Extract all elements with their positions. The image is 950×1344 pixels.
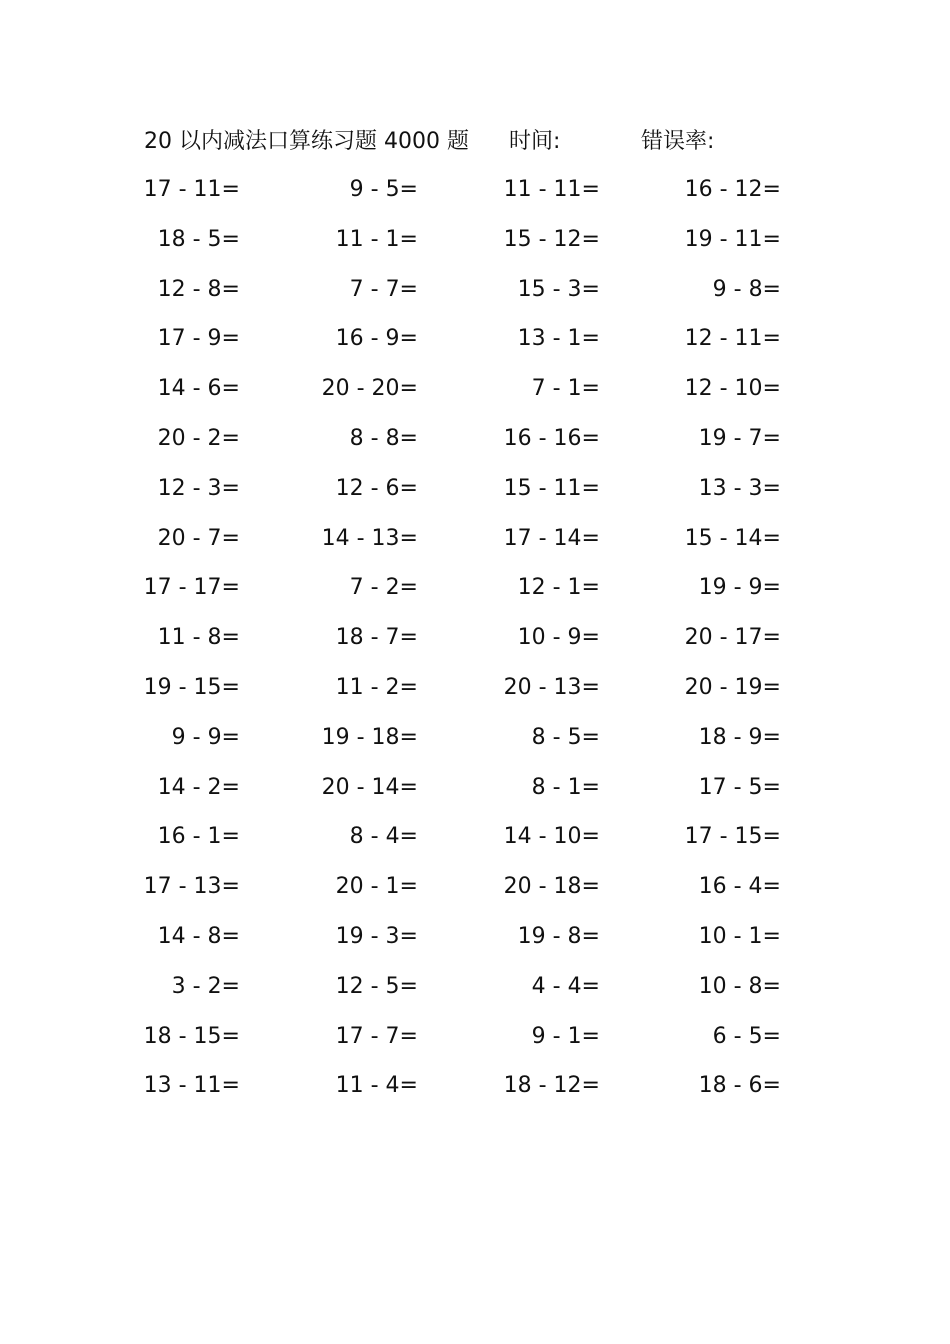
- problem-r2-c3: 15 - 12=: [503, 227, 600, 252]
- problem-r16-c3: 19 - 8=: [517, 924, 600, 949]
- problem-r6-c2: 8 - 8=: [349, 426, 418, 451]
- error-rate-label: 错误率:: [641, 129, 715, 154]
- problem-r17-c3: 4 - 4=: [531, 974, 600, 999]
- problem-r15-c3: 20 - 18=: [503, 874, 600, 899]
- problem-r15-c1: 17 - 13=: [143, 874, 240, 899]
- problem-r19-c2: 11 - 4=: [335, 1073, 418, 1098]
- problem-r9-c1: 17 - 17=: [143, 575, 240, 600]
- problem-r19-c3: 18 - 12=: [503, 1073, 600, 1098]
- problem-r3-c4: 9 - 8=: [712, 277, 781, 302]
- problem-r1-c3: 11 - 11=: [503, 177, 600, 202]
- problem-r19-c4: 18 - 6=: [698, 1073, 781, 1098]
- problem-r18-c1: 18 - 15=: [143, 1024, 240, 1049]
- problem-r7-c2: 12 - 6=: [335, 476, 418, 501]
- problem-r2-c1: 18 - 5=: [157, 227, 240, 252]
- problem-r8-c4: 15 - 14=: [684, 526, 781, 551]
- problem-r14-c2: 8 - 4=: [349, 824, 418, 849]
- problem-r7-c3: 15 - 11=: [503, 476, 600, 501]
- problem-r10-c3: 10 - 9=: [517, 625, 600, 650]
- problem-r6-c4: 19 - 7=: [698, 426, 781, 451]
- problem-r13-c4: 17 - 5=: [698, 775, 781, 800]
- problem-r16-c2: 19 - 3=: [335, 924, 418, 949]
- problem-r3-c3: 15 - 3=: [517, 277, 600, 302]
- problem-r3-c2: 7 - 7=: [349, 277, 418, 302]
- problem-r4-c2: 16 - 9=: [335, 326, 418, 351]
- problem-r15-c4: 16 - 4=: [698, 874, 781, 899]
- problem-r7-c4: 13 - 3=: [698, 476, 781, 501]
- problem-r5-c2: 20 - 20=: [321, 376, 418, 401]
- problem-r12-c2: 19 - 18=: [321, 725, 418, 750]
- problem-r11-c2: 11 - 2=: [335, 675, 418, 700]
- problem-r9-c2: 7 - 2=: [349, 575, 418, 600]
- problem-r17-c2: 12 - 5=: [335, 974, 418, 999]
- problem-r15-c2: 20 - 1=: [335, 874, 418, 899]
- problem-r5-c4: 12 - 10=: [684, 376, 781, 401]
- problem-r12-c3: 8 - 5=: [531, 725, 600, 750]
- problem-r2-c2: 11 - 1=: [335, 227, 418, 252]
- problem-r18-c4: 6 - 5=: [712, 1024, 781, 1049]
- problem-r8-c2: 14 - 13=: [321, 526, 418, 551]
- problem-r3-c1: 12 - 8=: [157, 277, 240, 302]
- problem-r19-c1: 13 - 11=: [143, 1073, 240, 1098]
- problem-r1-c2: 9 - 5=: [349, 177, 418, 202]
- problem-r2-c4: 19 - 11=: [684, 227, 781, 252]
- problem-r10-c2: 18 - 7=: [335, 625, 418, 650]
- problem-r14-c3: 14 - 10=: [503, 824, 600, 849]
- problem-r10-c1: 11 - 8=: [157, 625, 240, 650]
- problem-r17-c4: 10 - 8=: [698, 974, 781, 999]
- problem-r8-c1: 20 - 7=: [157, 526, 240, 551]
- problem-r13-c3: 8 - 1=: [531, 775, 600, 800]
- problem-r12-c4: 18 - 9=: [698, 725, 781, 750]
- time-label: 时间:: [509, 129, 561, 154]
- problem-r8-c3: 17 - 14=: [503, 526, 600, 551]
- problem-r10-c4: 20 - 17=: [684, 625, 781, 650]
- problem-r5-c1: 14 - 6=: [157, 376, 240, 401]
- problem-r14-c1: 16 - 1=: [157, 824, 240, 849]
- problem-r9-c3: 12 - 1=: [517, 575, 600, 600]
- problem-r18-c3: 9 - 1=: [531, 1024, 600, 1049]
- problem-r18-c2: 17 - 7=: [335, 1024, 418, 1049]
- problem-r7-c1: 12 - 3=: [157, 476, 240, 501]
- problem-r4-c4: 12 - 11=: [684, 326, 781, 351]
- problem-r17-c1: 3 - 2=: [171, 974, 240, 999]
- problem-r11-c4: 20 - 19=: [684, 675, 781, 700]
- problem-r11-c1: 19 - 15=: [143, 675, 240, 700]
- problem-r9-c4: 19 - 9=: [698, 575, 781, 600]
- problem-r16-c1: 14 - 8=: [157, 924, 240, 949]
- problem-r1-c4: 16 - 12=: [684, 177, 781, 202]
- problem-r6-c1: 20 - 2=: [157, 426, 240, 451]
- problem-r4-c3: 13 - 1=: [517, 326, 600, 351]
- problem-r11-c3: 20 - 13=: [503, 675, 600, 700]
- problem-r13-c1: 14 - 2=: [157, 775, 240, 800]
- problem-r16-c4: 10 - 1=: [698, 924, 781, 949]
- problem-r6-c3: 16 - 16=: [503, 426, 600, 451]
- problem-r13-c2: 20 - 14=: [321, 775, 418, 800]
- worksheet-title: 20 以内减法口算练习题 4000 题: [144, 129, 469, 154]
- problem-r1-c1: 17 - 11=: [143, 177, 240, 202]
- problem-r4-c1: 17 - 9=: [157, 326, 240, 351]
- problem-r5-c3: 7 - 1=: [531, 376, 600, 401]
- problem-r14-c4: 17 - 15=: [684, 824, 781, 849]
- problem-r12-c1: 9 - 9=: [171, 725, 240, 750]
